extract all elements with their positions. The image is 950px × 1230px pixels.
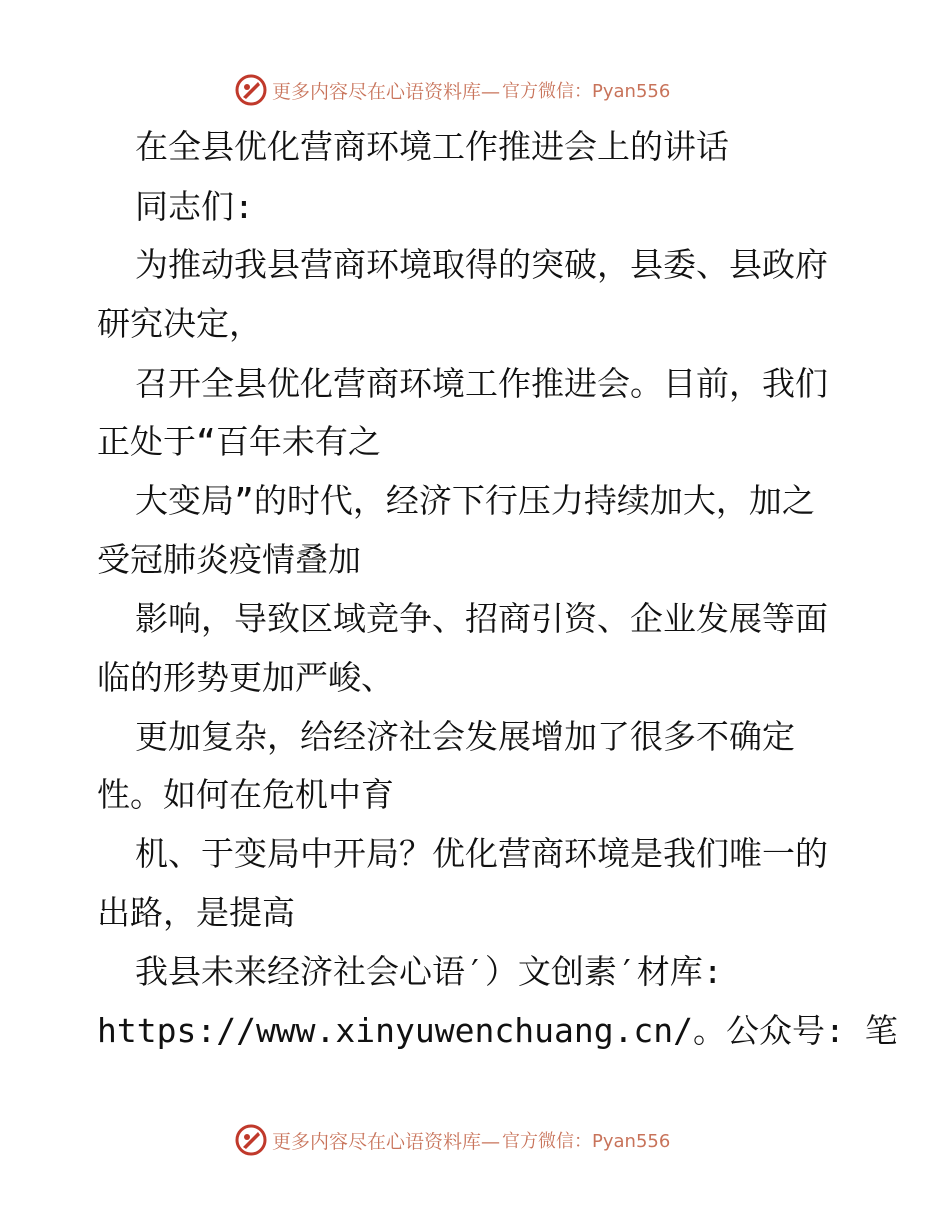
- text-line: 我县未来经济社会心语′）文创素′材库:: [135, 952, 723, 991]
- footer-watermark-banner: [0, 1120, 950, 1160]
- text-line: 机、于变局中开局？优化营商环境是我们唯一的: [135, 834, 828, 873]
- quill-logo-icon: [234, 1123, 268, 1157]
- text-line: 召开全县优化营商环境工作推进会。目前，我们: [135, 364, 828, 403]
- text-line: 性。如何在危机中育: [97, 775, 394, 814]
- text-line: 出路，是提高: [97, 893, 295, 932]
- banner-contact: 官方微信：Pyan556: [502, 81, 671, 102]
- banner-text: 更多内容尽在心语资料库—: [272, 80, 501, 103]
- banner-text: 更多内容尽在心语资料库—: [272, 1130, 501, 1153]
- document-title: 在全县优化营商环境工作推进会上的讲话: [135, 127, 729, 166]
- text-line: 正处于“百年未有之: [97, 422, 381, 461]
- text-line: 研究决定，: [97, 304, 262, 343]
- banner-contact: 官方微信：Pyan556: [502, 1131, 671, 1152]
- text-line: 为推动我县营商环境取得的突破，县委、县政府: [135, 245, 828, 284]
- text-line: 受冠肺炎疫情叠加: [97, 540, 361, 579]
- text-line: 大变局”的时代，经济下行压力持续加大，加之: [135, 481, 815, 520]
- text-line: 临的形势更加严峻、: [97, 658, 394, 697]
- text-line: 更加复杂，给经济社会发展增加了很多不确定: [135, 717, 795, 756]
- text-line: 影响，导致区域竞争、招商引资、企业发展等面: [135, 599, 828, 638]
- url-line: https://www.xinyuwenchuang.cn/。公众号: 笔: [97, 1011, 898, 1050]
- salutation: 同志们:: [135, 187, 254, 226]
